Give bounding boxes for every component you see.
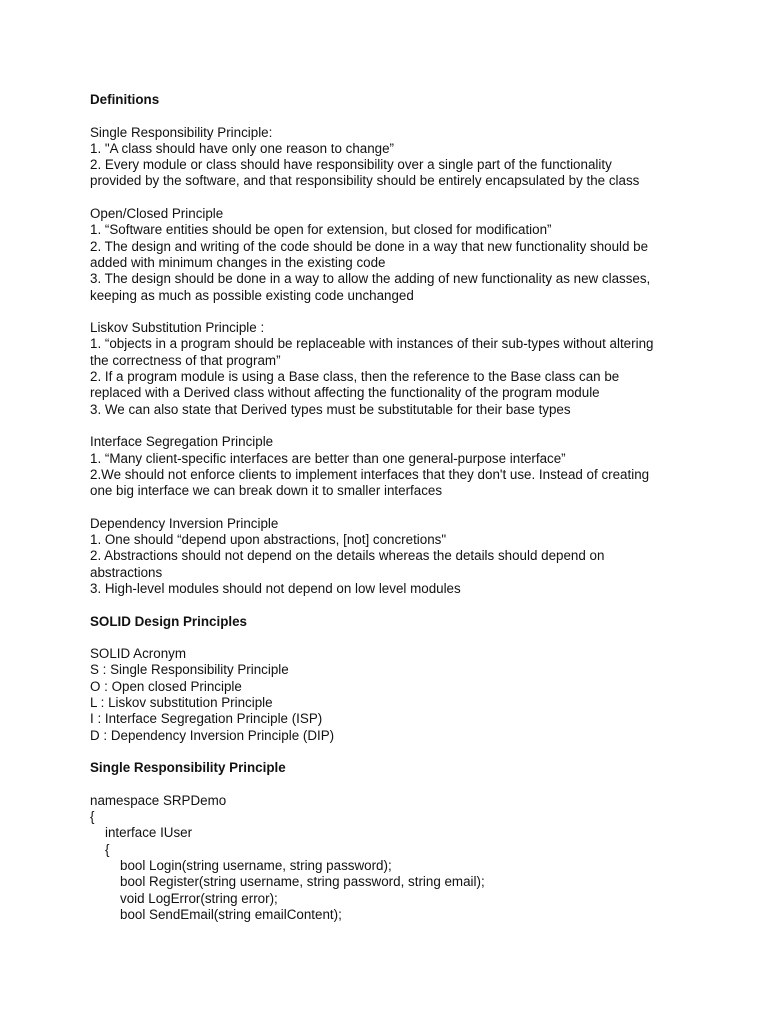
srp-section-heading: Single Responsibility Principle [90, 760, 286, 776]
isp-title: Interface Segregation Principle [90, 434, 274, 450]
spacer [90, 744, 690, 760]
ocp-title: Open/Closed Principle [90, 206, 224, 222]
srp-definition [90, 125, 690, 190]
lsp-definition [90, 320, 690, 418]
lsp-line-4: replaced with a Derived class without affecting the functionality of the program module [90, 385, 600, 401]
dip-line-1: 1. One should “depend upon abstractions, [not] concretions" [90, 532, 447, 548]
dip-title: Dependency Inversion Principle [90, 515, 279, 531]
code-block [90, 793, 690, 923]
spacer [90, 190, 690, 206]
isp-line-3: one big interface we can break down it to smaller interfaces [90, 483, 443, 499]
isp-line-2: 2.We should not enforce clients to implement interfaces that they don't use. Instead of creating [90, 466, 650, 482]
solid-item-l: L : Liskov substitution Principle [90, 694, 273, 710]
ocp-line-5: keeping as much as possible existing code unchanged [90, 287, 414, 303]
srp-line-1: 1. "A class should have only one reason to change” [90, 140, 395, 156]
ocp-line-4: 3. The design should be done in a way to allow the adding of new functionality as new classes, [90, 271, 651, 287]
code-interface: interface IUser [105, 825, 193, 841]
isp-definition [90, 434, 690, 499]
solid-item-i: I : Interface Segregation Principle (ISP) [90, 711, 323, 727]
solid-heading: SOLID Design Principles [90, 613, 248, 629]
spacer [90, 418, 690, 434]
code-namespace: namespace SRPDemo [90, 792, 227, 808]
solid-item-o: O : Open closed Principle [90, 678, 242, 694]
lsp-line-1: 1. “objects in a program should be replaceable with instances of their sub-types without altering [90, 336, 654, 352]
document-page [90, 92, 690, 923]
solid-item-d: D : Dependency Inversion Principle (DIP) [90, 727, 335, 743]
ocp-line-3: added with minimum changes in the existing code [90, 254, 386, 270]
code-member-sendemail: bool SendEmail(string emailContent); [120, 906, 342, 922]
spacer [90, 597, 690, 613]
lsp-line-2: the correctness of that program” [90, 352, 281, 368]
ocp-line-2: 2. The design and writing of the code should be done in a way that new functionality should be [90, 238, 649, 254]
spacer [90, 304, 690, 320]
srp-title: Single Responsibility Principle: [90, 124, 273, 140]
ocp-line-1: 1. “Software entities should be open for extension, but closed for modification” [90, 222, 552, 238]
spacer [90, 499, 690, 515]
code-member-logerror: void LogError(string error); [120, 890, 278, 906]
dip-definition [90, 516, 690, 597]
definitions-heading: Definitions [90, 92, 160, 107]
code-brace: { [105, 841, 110, 857]
solid-acronym-list [90, 646, 690, 744]
spacer [90, 776, 690, 792]
srp-line-3: provided by the software, and that responsibility should be entirely encapsulated by the class [90, 173, 640, 189]
dip-line-3: abstractions [90, 564, 163, 580]
spacer [90, 108, 690, 124]
code-member-login: bool Login(string username, string password); [120, 857, 392, 873]
lsp-line-5: 3. We can also state that Derived types must be substitutable for their base types [90, 401, 571, 417]
lsp-title: Liskov Substitution Principle : [90, 320, 265, 336]
ocp-definition [90, 206, 690, 304]
solid-acronym-title: SOLID Acronym [90, 646, 186, 662]
spacer [90, 630, 690, 646]
code-member-register: bool Register(string username, string password, string email); [120, 874, 485, 890]
dip-line-4: 3. High-level modules should not depend on low level modules [90, 580, 461, 596]
code-brace: { [90, 809, 95, 825]
dip-line-2: 2. Abstractions should not depend on the details whereas the details should depend on [90, 548, 605, 564]
isp-line-1: 1. “Many client-specific interfaces are better than one general-purpose interface” [90, 450, 566, 466]
lsp-line-3: 2. If a program module is using a Base class, then the reference to the Base class can be [90, 369, 620, 385]
solid-item-s: S : Single Responsibility Principle [90, 662, 289, 678]
srp-line-2: 2. Every module or class should have responsibility over a single part of the functionality [90, 157, 612, 173]
